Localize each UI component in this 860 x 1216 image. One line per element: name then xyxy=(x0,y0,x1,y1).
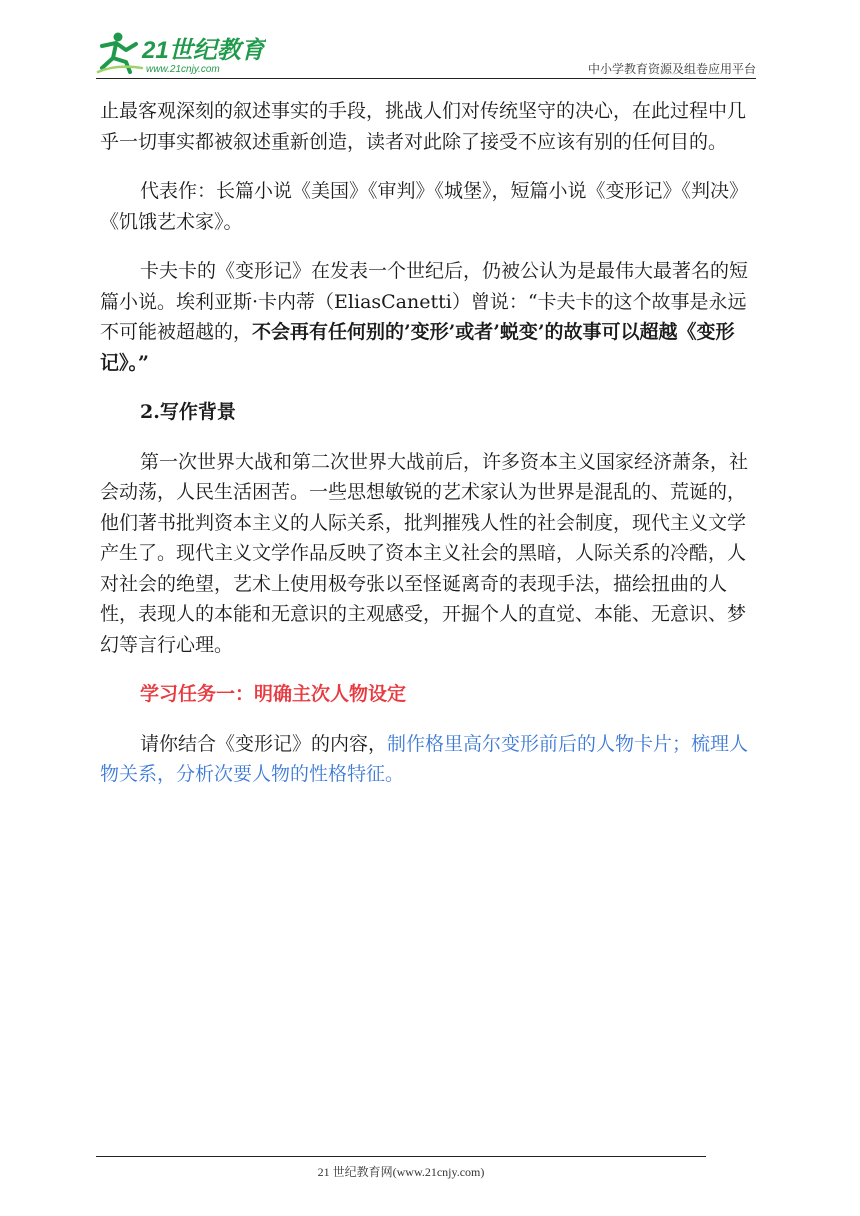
site-logo xyxy=(96,28,266,76)
footer-text: 21 世纪教育网(www.21cnjy.com) xyxy=(317,1165,485,1179)
paragraph-canetti-quote xyxy=(100,256,764,378)
paragraph-writing-background: 第一次世界大战和第二次世界大战前后，许多资本主义国家经济萧条，社会动荡，人民生活困苦。一些思想敏锐的艺术家认为世界是混乱的、荒诞的，他们著书批判资本主义的人际关系，批判摧残人性的社会制度，现代主义文学产生了。现代主义文学作品反映了资本主义社会的黑暗，人际关系的冷酷，人对社会的绝望，艺术上使用极夸张以至怪诞离奇的表现手法，描绘扭曲的人性，表现人的本能和无意识的主观感受，开掘个人的直觉、本能、无意识、梦幻等言行心理。 xyxy=(100,450,749,656)
paragraph-task-description xyxy=(100,729,764,790)
header-divider xyxy=(96,78,756,79)
task-highlight-text: 制作格里高尔变形前后的人物卡片；梳理人物关系，分析次要人物的性格特征。 xyxy=(100,732,749,785)
page-header xyxy=(96,22,756,80)
quote-text-bold: 不会再有任何别的’变形’或者’蜕变’的故事可以超越《变形记》。” xyxy=(100,321,735,374)
header-tagline: 中小学教育资源及组卷应用平台 xyxy=(587,62,756,76)
paragraph-continuation: 止最客观深刻的叙述事实的手段，挑战人们对传统坚守的决心，在此过程中几乎一切事实都被叙述重新创造，读者对此除了接受不应该有别的任何目的。 xyxy=(100,100,747,153)
logo-url-text: www.21cnjy.com xyxy=(146,64,220,75)
task-intro-text: 请你结合《变形记》的内容， xyxy=(140,732,388,755)
section-heading-background: 2.写作背景 xyxy=(140,401,236,423)
quote-text: 卡夫卡的《变形记》在发表一个世纪后，仍被公认为是最伟大最著名的短篇小说。埃利亚斯·卡内蒂（EliasCanetti）曾说：“卡夫卡的这个故事是永远不可能被超越的， xyxy=(100,260,749,343)
document-body xyxy=(100,96,764,790)
task-heading: 学习任务一：明确主次人物设定 xyxy=(140,683,407,705)
page-footer xyxy=(96,1156,706,1180)
logo-text: 21世纪教育 xyxy=(142,37,265,64)
paragraph-representative-works: 代表作：长篇小说《美国》《审判》《城堡》，短篇小说《变形记》《判决》《饥饿艺术家》。 xyxy=(100,180,749,233)
footer-divider xyxy=(96,1156,706,1157)
